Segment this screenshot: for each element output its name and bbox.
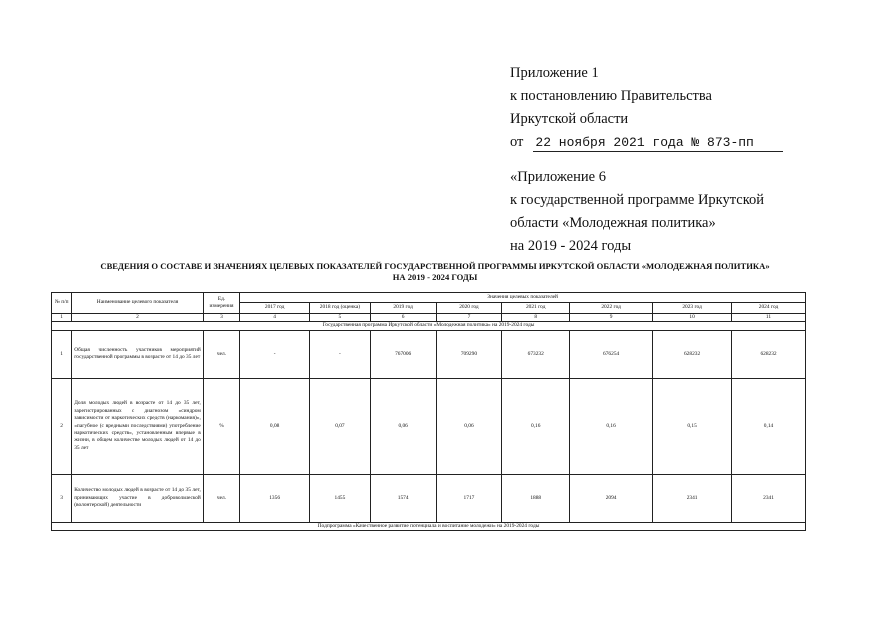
section-row-program [52,322,806,330]
header-values-group: Значения целевых показателей [240,293,806,303]
row-value: 1356 [240,474,310,522]
section-title: Государственная программа Иркутской области «Молодежная политика» на 2019-2024 годы [52,322,806,330]
row-value: 1574 [370,474,436,522]
row-indicator-name: Общая численность участников мероприятий государственной программы в возрасте от 14 до 35 лет [72,330,204,378]
indicators-table-wrapper [51,292,806,531]
indicators-table [51,292,806,531]
row-value: 676254 [570,330,653,378]
appendix-1-date-line [510,131,783,154]
section-title: Подпрограмма «Качественное развитие потенциала и воспитание молодежи» на 2019-2024 годы [52,522,806,530]
row-indicator-name: Доля молодых людей в возрасте от 14 до 35 лет, зарегистрированных с диагнозом «синдром зависимости от наркотических средств (наркомания)», «пагубное (с вредными последствиями) употребление наркотических средств», установленным впервые в жизни, в общем количестве молодых людей от 14 до 35 лет [72,378,204,474]
row-unit: чел. [203,330,239,378]
row-unit: % [203,378,239,474]
row-value: 0,14 [732,378,806,474]
document-title-line2: НА 2019 - 2024 ГОДЫ [392,272,478,282]
column-index-row [52,314,806,322]
column-index: 11 [732,314,806,322]
document-title-line1: СВЕДЕНИЯ О СОСТАВЕ И ЗНАЧЕНИЯХ ЦЕЛЕВЫХ ПОКАЗАТЕЛЕЙ ГОСУДАРСТВЕННОЙ ПРОГРАММЫ ИРКУТСКОЙ ОБЛАСТИ «МОЛОДЕЖНАЯ ПОЛИТИКА» [100,261,770,271]
header-year: 2021 год [502,303,570,314]
row-value: 0,06 [436,378,502,474]
date-prefix: от [510,134,524,150]
column-index: 4 [240,314,310,322]
row-value: 709290 [436,330,502,378]
column-index: 6 [370,314,436,322]
header-num: № п/п [52,293,72,314]
header-year: 2024 год [732,303,806,314]
row-value: 628232 [732,330,806,378]
column-index: 2 [72,314,204,322]
row-indicator-name: Количество молодых людей в возрасте от 14 до 35 лет, принимающих участие в добровольческой (волонтерской) деятельности [72,474,204,522]
row-value: 673232 [502,330,570,378]
column-index: 1 [52,314,72,322]
column-index: 9 [570,314,653,322]
header-row-1 [52,293,806,303]
column-index: 5 [310,314,371,322]
row-value: 0,16 [570,378,653,474]
appendix-1-line2: к постановлению Правительства [510,88,712,104]
appendix-6-block [510,166,764,258]
document-title [40,261,830,283]
column-index: 7 [436,314,502,322]
header-year: 2019 год [370,303,436,314]
row-value: 2094 [570,474,653,522]
header-year: 2023 год [653,303,732,314]
table-row [52,474,806,522]
appendix-6-line3: области «Молодежная политика» [510,215,716,231]
row-num: 1 [52,330,72,378]
header-unit: Ед. измерения [203,293,239,314]
appendix-1-line3: Иркутской области [510,111,629,127]
section-row-subprogram [52,522,806,530]
appendix-1-title: Приложение 1 [510,65,599,81]
date-value: 22 ноября 2021 года № 873-пп [533,135,783,152]
table-row [52,378,806,474]
column-index: 10 [653,314,732,322]
row-value: - [310,330,371,378]
header-year: 2017 год [240,303,310,314]
row-value: - [240,330,310,378]
column-index: 3 [203,314,239,322]
header-year: 2020 год [436,303,502,314]
appendix-6-line4: на 2019 - 2024 годы [510,238,632,254]
row-value: 767006 [370,330,436,378]
row-value: 1888 [502,474,570,522]
row-value: 0,08 [240,378,310,474]
row-unit: чел. [203,474,239,522]
table-row [52,330,806,378]
row-num: 3 [52,474,72,522]
row-value: 628232 [653,330,732,378]
header-name: Наименование целевого показателя [72,293,204,314]
row-value: 2341 [653,474,732,522]
appendix-6-title: «Приложение 6 [510,169,606,185]
column-index: 8 [502,314,570,322]
appendix-1-block [510,62,783,154]
row-value: 2341 [732,474,806,522]
row-value: 1455 [310,474,371,522]
row-num: 2 [52,378,72,474]
header-year: 2022 год [570,303,653,314]
header-year: 2018 год (оценка) [310,303,371,314]
row-value: 1717 [436,474,502,522]
row-value: 0,07 [310,378,371,474]
row-value: 0,06 [370,378,436,474]
appendix-6-line2: к государственной программе Иркутской [510,192,765,208]
row-value: 0,16 [502,378,570,474]
row-value: 0,15 [653,378,732,474]
